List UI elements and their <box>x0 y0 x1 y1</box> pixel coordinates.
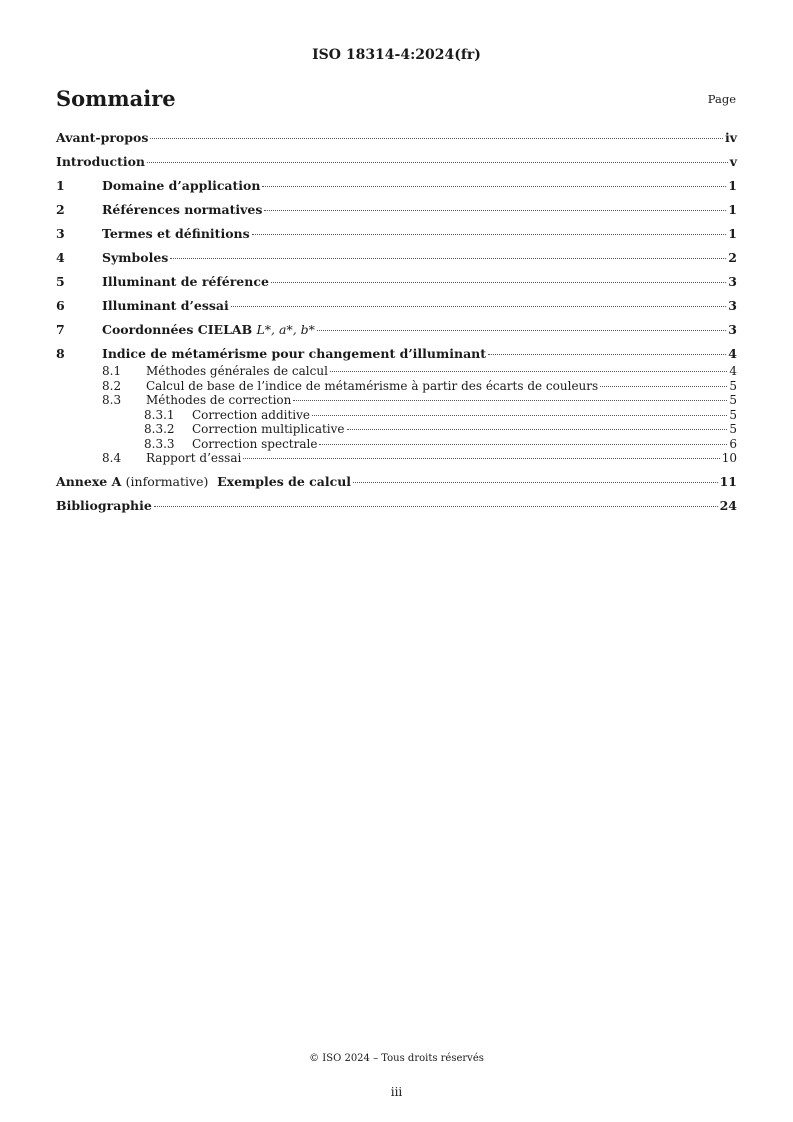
toc-entry-4[interactable]: 4 Symboles 2 <box>56 250 737 265</box>
toc-entry-8-3[interactable]: 8.3 Méthodes de correction 5 <box>102 393 737 407</box>
dot-leader <box>154 506 718 507</box>
toc-entry-3[interactable]: 3 Termes et définitions 1 <box>56 226 737 241</box>
dot-leader <box>271 282 726 283</box>
dot-leader <box>488 354 726 355</box>
dot-leader <box>231 306 727 307</box>
dot-leader <box>319 444 727 445</box>
toc-entry-8[interactable]: 8 Indice de métamérisme pour changement d’illuminant 4 <box>56 346 737 361</box>
toc-entry-8-3-2[interactable]: 8.3.2 Correction multiplicative 5 <box>144 422 737 436</box>
dot-leader <box>600 386 727 387</box>
dot-leader <box>312 415 727 416</box>
dot-leader <box>170 258 726 259</box>
toc-entry-8-3-3[interactable]: 8.3.3 Correction spectrale 6 <box>144 436 737 451</box>
document-header: ISO 18314-4:2024(fr) <box>312 47 481 63</box>
dot-leader <box>262 186 726 187</box>
toc-entry-8-2[interactable]: 8.2 Calcul de base de l’indice de métamérisme à partir des écarts de couleurs 5 <box>102 378 737 393</box>
dot-leader <box>252 234 727 235</box>
dot-leader <box>353 482 718 483</box>
dot-leader <box>243 458 719 459</box>
dot-leader <box>347 429 728 430</box>
dot-leader <box>330 371 727 372</box>
toc-entry-8-1[interactable]: 8.1 Méthodes générales de calcul 4 <box>102 364 737 378</box>
table-of-contents <box>56 130 737 522</box>
dot-leader <box>293 400 727 401</box>
toc-entry-8-4[interactable]: 8.4 Rapport d’essai 10 <box>102 451 737 465</box>
dot-leader <box>147 162 728 163</box>
page-title: Sommaire <box>56 86 176 111</box>
dot-leader <box>264 210 726 211</box>
dot-leader <box>150 138 723 139</box>
toc-entry-5[interactable]: 5 Illuminant de référence 3 <box>56 274 737 289</box>
toc-entry-6[interactable]: 6 Illuminant d’essai 3 <box>56 298 737 313</box>
page-column-label: Page <box>707 92 736 106</box>
toc-entry-1[interactable]: 1 Domaine d’application 1 <box>56 178 737 193</box>
toc-entry-avant-propos[interactable]: Avant-propos iv <box>56 130 737 145</box>
toc-entry-2[interactable]: 2 Références normatives 1 <box>56 202 737 217</box>
toc-entry-annexe-a[interactable]: Annexe A (informative) Exemples de calcul 11 <box>56 473 737 489</box>
copyright-footer: © ISO 2024 – Tous droits réservés <box>309 1053 484 1064</box>
page-number: iii <box>390 1085 403 1099</box>
toc-entry-bibliographie[interactable]: Bibliographie 24 <box>56 497 737 513</box>
toc-entry-7[interactable]: 7 Coordonnées CIELAB L*, a*, b* 3 <box>56 322 737 337</box>
toc-entry-8-3-1[interactable]: 8.3.1 Correction additive 5 <box>144 407 737 422</box>
toc-entry-introduction[interactable]: Introduction v <box>56 154 737 169</box>
dot-leader <box>317 330 726 331</box>
